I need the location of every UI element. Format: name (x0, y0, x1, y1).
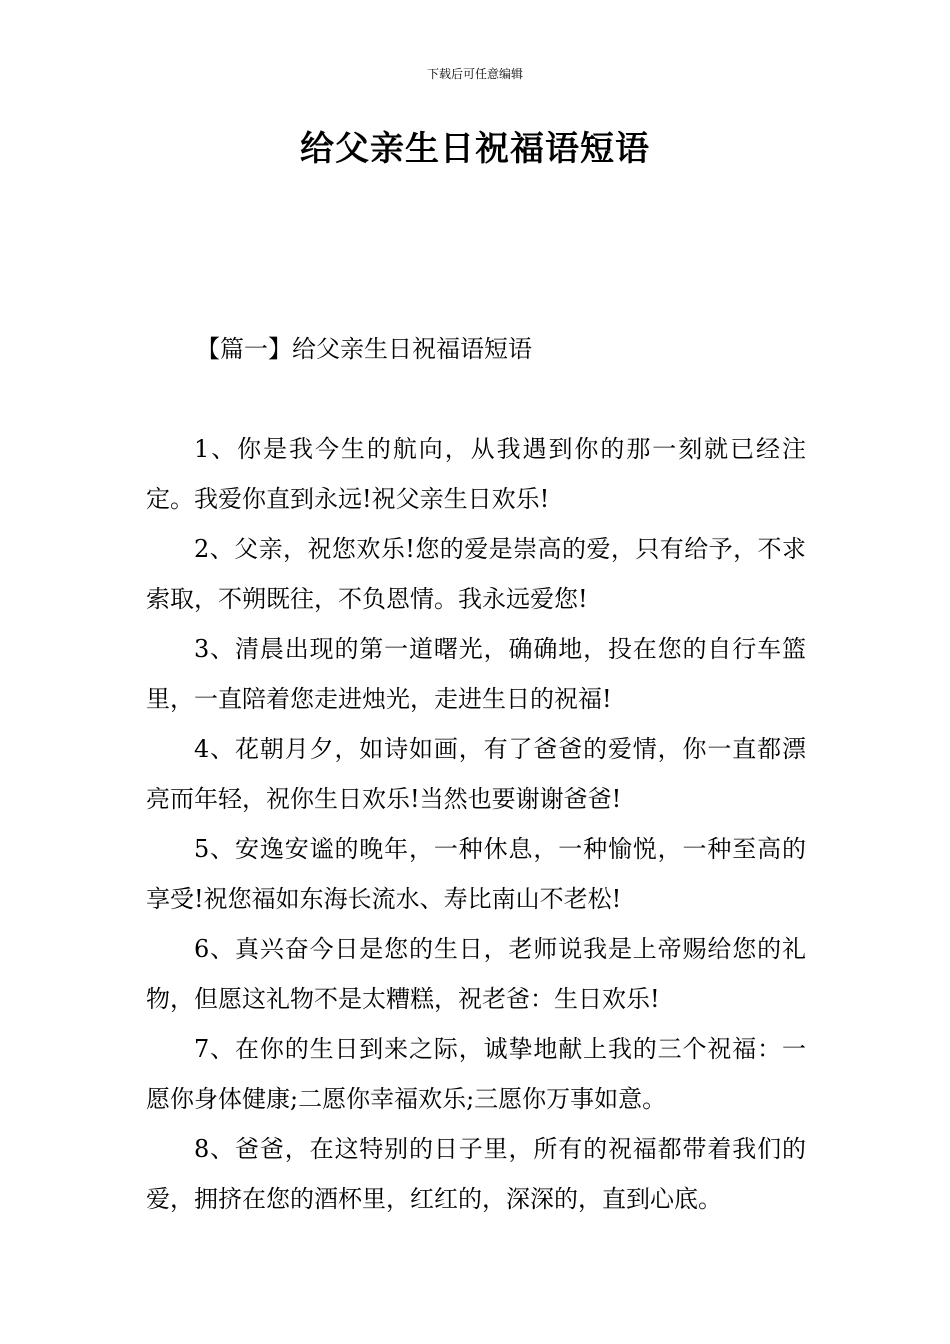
list-item: 3、清晨出现的第一道曙光，确确地，投在您的自行车篮里，一直陪着您走进烛光，走进生日的祝福! (146, 635, 806, 713)
list-item: 2、父亲，祝您欢乐!您的爱是崇高的爱，只有给予，不求索取，不朔既往，不负恩情。我永远爱您! (146, 535, 806, 613)
wish-list (146, 424, 806, 1224)
list-item: 7、在你的生日到来之际，诚挚地献上我的三个祝福：一愿你身体健康;二愿你幸福欢乐;三愿你万事如意。 (146, 1035, 806, 1113)
list-item: 1、你是我今生的航向，从我遇到你的那一刻就已经注定。我爱你直到永远!祝父亲生日欢乐! (146, 435, 806, 513)
document-title: 给父亲生日祝福语短语 (300, 129, 650, 169)
list-item: 8、爸爸，在这特别的日子里，所有的祝福都带着我们的爱，拥挤在您的酒杯里，红红的，深深的，直到心底。 (146, 1135, 806, 1213)
header-note: 下载后可任意编辑 (426, 67, 523, 81)
section-heading: 【篇一】给父亲生日祝福语短语 (196, 335, 532, 363)
list-item: 4、花朝月夕，如诗如画，有了爸爸的爱情，你一直都漂亮而年轻，祝你生日欢乐!当然也要谢谢爸爸! (146, 735, 806, 813)
list-item: 5、安逸安谧的晚年，一种休息，一种愉悦，一种至高的享受!祝您福如东海长流水、寿比南山不老松! (146, 835, 806, 913)
list-item: 6、真兴奋今日是您的生日，老师说我是上帝赐给您的礼物，但愿这礼物不是太糟糕，祝老爸：生日欢乐! (146, 935, 806, 1013)
